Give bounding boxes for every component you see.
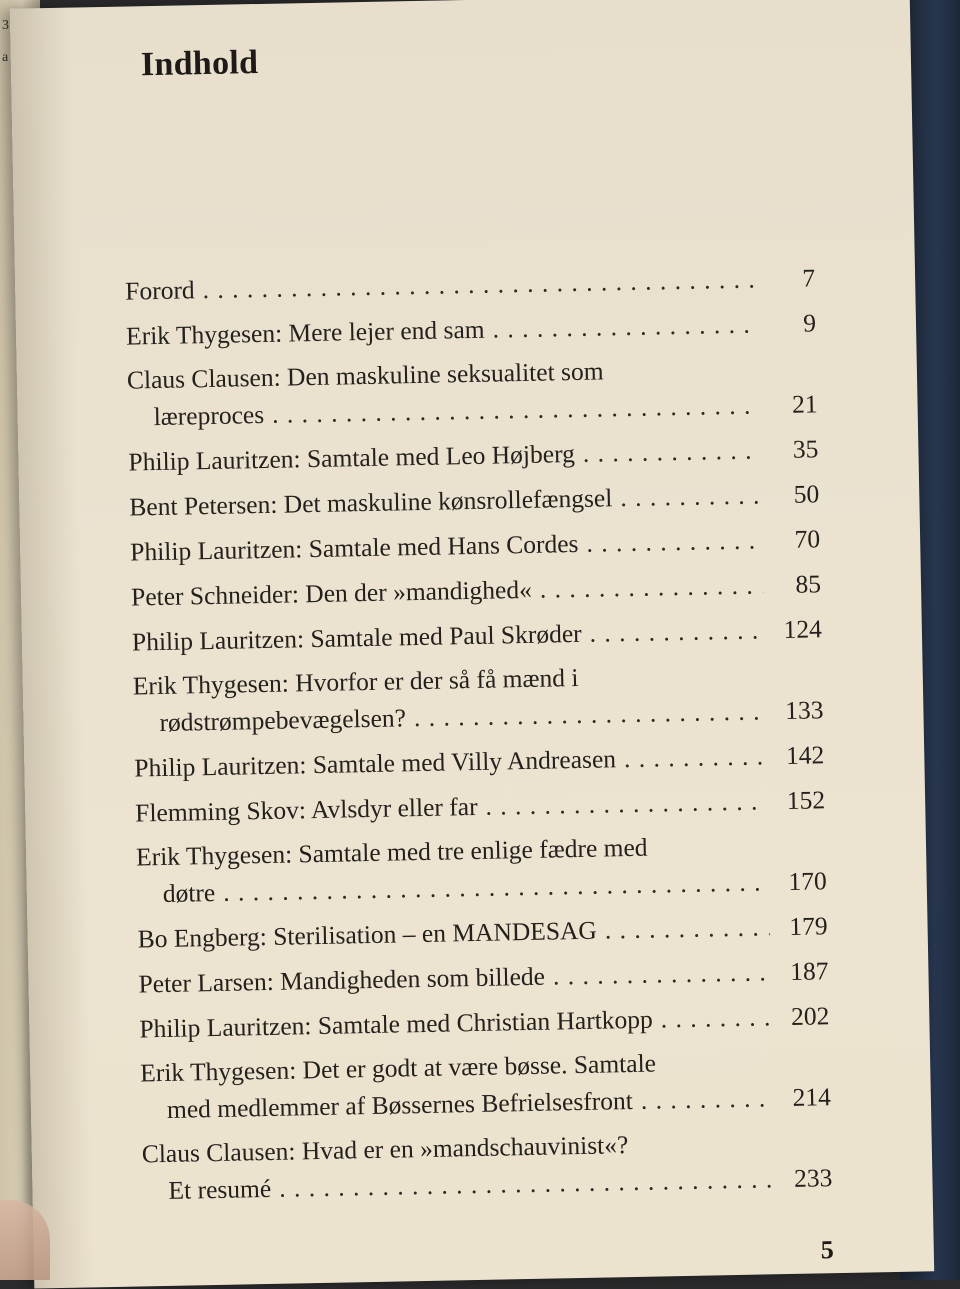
toc-entry-title-line: Claus Clausen: Hvad er en »mandschauvinist«? [141,1130,629,1169]
dot-leader [589,611,764,652]
toc-entry-page: 170 [788,866,827,896]
toc-entry-title-line: Erik Thygesen: Det er godt at være bøsse. Samtale [139,1048,657,1088]
toc-entry-page: 133 [784,695,824,725]
toc-entry-title: Et resumé [168,1173,272,1205]
dot-leader [620,476,762,517]
toc-entry-title: Forord [124,275,195,306]
toc-entry-page: 142 [785,740,825,770]
toc-entry-title-line: Erik Thygesen: Samtale med tre enlige fædre med [135,832,648,872]
dot-leader [660,998,771,1038]
toc-entry [127,349,818,436]
page-title: Indhold [140,43,259,84]
toc-entry [141,1123,832,1210]
toc-entry-page: 124 [783,614,823,645]
dot-leader [485,782,767,825]
table-of-contents [125,259,833,1217]
dot-leader [640,1079,773,1120]
toc-entry-page: 21 [791,389,818,419]
toc-entry-page: 187 [789,956,829,986]
toc-entry-page: 179 [789,911,828,941]
toc-entry-title: med medlemmer af Bøssernes Befrielsesfront [166,1086,634,1124]
toc-entry-title: døtre [162,877,216,908]
toc-entry [132,655,823,742]
toc-entry-title: læreproces [153,399,265,432]
toc-entry-page: 202 [790,1001,830,1031]
toc-entry-title: Philip Lauritzen: Samtale med Paul Skrøder [131,618,582,657]
dot-leader [414,692,766,737]
toc-entry-title: rødstrømpebevægelsen? [159,703,407,738]
facing-page-mark: a [2,50,9,65]
toc-entry-title: Erik Thygesen: Mere lejer end sam [125,314,485,351]
toc-entry [136,826,827,913]
toc-entry-title: Philip Lauritzen: Samtale med Villy Andreasen [134,744,617,783]
toc-entry-title-line: Claus Clausen: Den maskuline seksualitet som [126,356,604,395]
dot-leader [604,908,769,949]
toc-entry-page: 214 [792,1082,832,1112]
toc-entry-page: 85 [795,569,822,599]
toc-entry-page: 233 [793,1163,833,1193]
dot-leader [492,305,758,348]
toc-entry-title: Philip Lauritzen: Samtale med Hans Cordes [129,528,579,567]
toc-entry-page: 9 [802,308,817,338]
page-number: 5 [820,1235,835,1265]
toc-entry-page: 35 [792,434,819,464]
toc-entry-page: 50 [793,479,820,509]
toc-entry-title: Peter Schneider: Den der »mandighed« [130,574,533,612]
dot-leader [624,737,767,778]
toc-entry-title: Flemming Skov: Avlsdyr eller far [134,791,478,828]
toc-entry-title: Philip Lauritzen: Samtale med Christian Hartkopp [139,1004,654,1044]
dot-leader [539,566,763,608]
dot-leader [553,953,771,995]
toc-entry-title: Peter Larsen: Mandigheden som billede [138,961,546,999]
toc-entry [140,1042,831,1129]
toc-entry-page: 70 [794,524,821,554]
dot-leader [582,431,760,472]
toc-entry-title: Philip Lauritzen: Samtale med Leo Højberg [128,438,576,477]
book-page [10,0,934,1289]
toc-entry-title: Bo Engberg: Sterilisation – en MANDESAG [137,915,598,954]
facing-page-mark: 3 [2,18,9,33]
dot-leader [586,521,762,562]
toc-entry-title: Bent Petersen: Det maskuline kønsrollefængsel [129,483,613,522]
toc-entry-page: 7 [802,263,816,293]
toc-entry-page: 152 [786,785,826,815]
toc-entry-title-line: Erik Thygesen: Hvorfor er der så få mænd i [132,662,579,701]
